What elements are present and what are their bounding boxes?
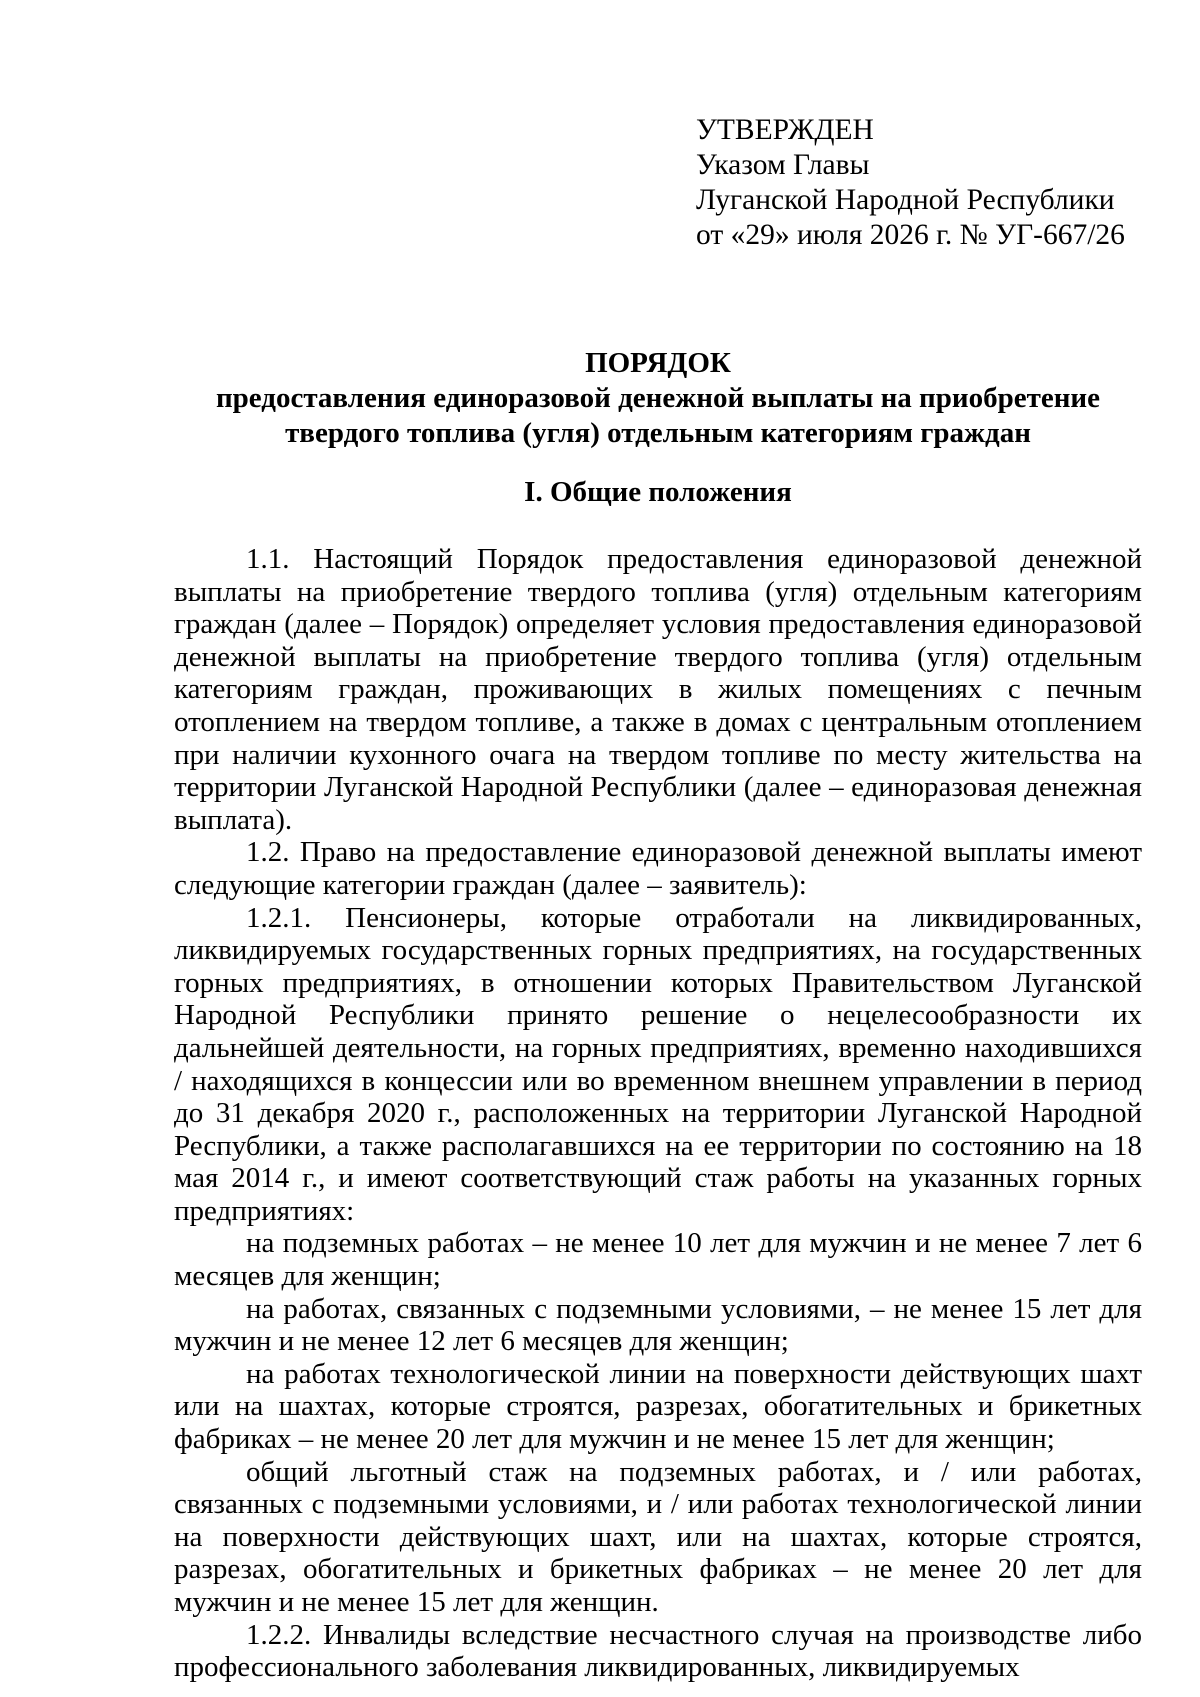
title-subtitle-line-2: твердого топлива (угля) отдельным категориям граждан — [285, 417, 1031, 449]
approval-line-decree: Указом Главы — [696, 149, 870, 181]
paragraph-underground-conditions: на работах, связанных с подземными условиями, – не менее 15 лет для мужчин и не менее 12 лет 6 месяцев для женщин; — [174, 1292, 1142, 1358]
paragraph-surface-work: на работах технологической линии на поверхности действующих шахт или на шахтах, которые строятся, разрезах, обогатительных и брикетных фабриках – не менее 20 лет для мужчин и не менее 15 лет для женщин; — [174, 1357, 1142, 1456]
paragraph-underground-work: на подземных работах – не менее 10 лет для мужчин и не менее 7 лет 6 месяцев для женщин; — [174, 1227, 1142, 1293]
section-heading: I. Общие положения — [524, 476, 792, 508]
paragraph-1-2-2: 1.2.2. Инвалиды вследствие несчастного случая на производстве либо профессионального заболевания ликвидированных, ликвидируемых — [174, 1618, 1142, 1684]
document-title — [174, 346, 1142, 451]
paragraph-1-2-1: 1.2.1. Пенсионеры, которые отработали на ликвидированных, ликвидируемых государственных горных предприятиях, на государственных горных предприятиях, в отношении которых Правительством Луганской Народной Республики принято решение о нецелесообразности их дальнейшей деятельности, на горных предприятиях, временно находившихся / находящихся в концессии или во временном внешнем управлении в период до 31 декабря 2020 г., расположенных на территории Луганской Народной Республики, а также располагавшихся на ее территории по состоянию на 18 мая 2014 г., и имеют соответствующий стаж работы на указанных горных предприятиях: — [174, 901, 1142, 1227]
title-main: ПОРЯДОК — [585, 347, 731, 379]
paragraph-1-2: 1.2. Право на предоставление единоразовой денежной выплаты имеют следующие категории граждан (далее – заявитель): — [174, 836, 1142, 901]
document-body — [174, 543, 1142, 1684]
approval-line-date-number: от «29» июля 2026 г. № УГ-667/26 — [696, 219, 1125, 251]
approval-stamp — [696, 113, 1125, 253]
paragraph-total-experience: общий льготный стаж на подземных работах, и / или работах, связанных с подземными условиями, и / или работах технологической линии на поверхности действующих шахт, или на шахтах, которые строятся, разрезах, обогатительных и брикетных фабриках – не менее 20 лет для мужчин и не менее 15 лет для женщин. — [174, 1455, 1142, 1618]
title-subtitle-line-1: предоставления единоразовой денежной выплаты на приобретение — [215, 382, 1101, 414]
approval-line-republic: Луганской Народной Республики — [696, 184, 1115, 216]
paragraph-1-1: 1.1. Настоящий Порядок предоставления единоразовой денежной выплаты на приобретение твердого топлива (угля) отдельным категориям граждан (далее – Порядок) определяет условия предоставления единоразовой денежной выплаты на приобретение твердого топлива (угля) отдельным категориям граждан, проживающих в жилых помещениях с печным отоплением на твердом топливе, а также в домах с центральным отоплением при наличии кухонного очага на твердом топливе по месту жительства на территории Луганской Народной Республики (далее – единоразовая денежная выплата). — [174, 543, 1142, 836]
approval-line-approved: УТВЕРЖДЕН — [696, 114, 874, 146]
